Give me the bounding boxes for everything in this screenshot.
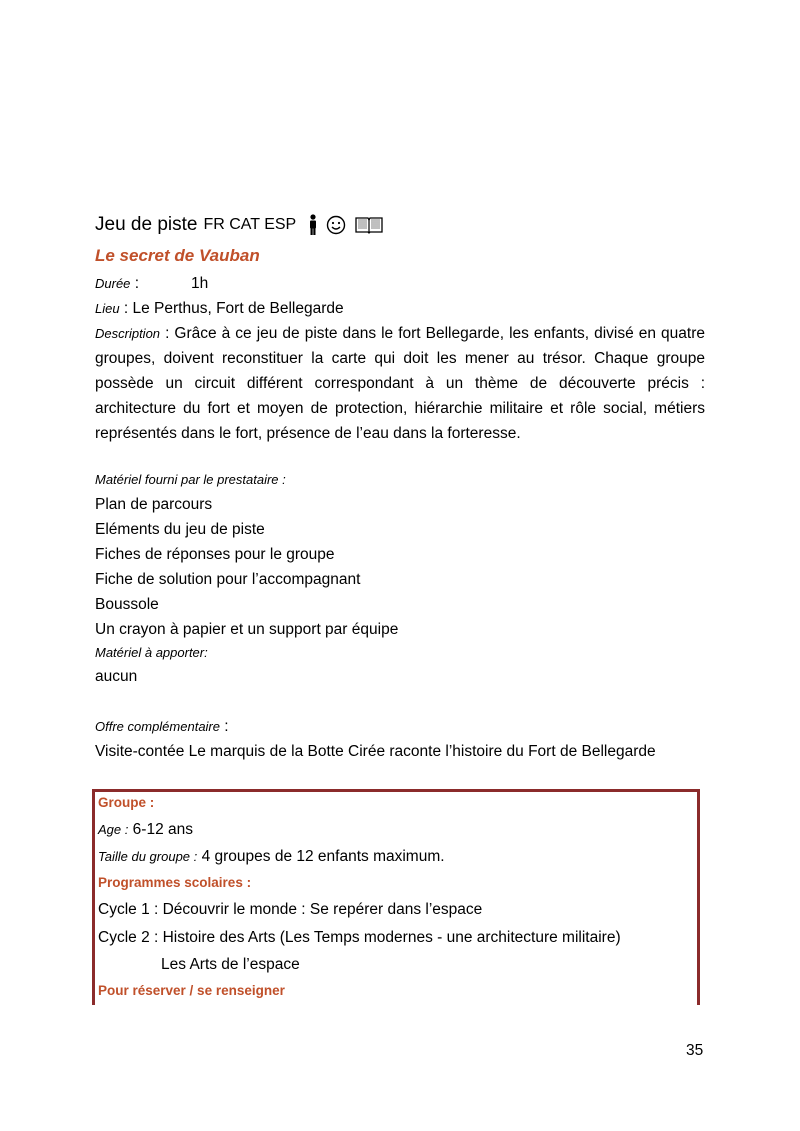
bring-materials-value: aucun xyxy=(95,668,138,685)
group-size-value: 4 groupes de 12 enfants maximum. xyxy=(197,848,445,865)
place-label: Lieu xyxy=(95,301,120,316)
group-heading: Groupe : xyxy=(98,795,155,810)
age-label: Age : xyxy=(98,822,129,837)
activity-name: Le secret de Vauban xyxy=(95,246,260,265)
bring-materials-label: Matériel à apporter: xyxy=(95,645,208,660)
offer-value: Visite-contée Le marquis de la Botte Cirée raconte l’histoire du Fort de Bellegarde xyxy=(95,743,656,760)
duration-value: 1h xyxy=(191,275,209,292)
book-icon xyxy=(354,215,384,235)
description-text: : Grâce à ce jeu de piste dans le fort Bellegarde, les enfants, divisé en quatre groupes, doivent reconstituer la carte qui doit les mener au trésor. Chaque groupe possède un circuit différent correspondant à un thème de découverte précis : architecture du fort et moyen de protection, hiérarchie militaire et rôle social, métiers représentés dans le fort, présence de l’eau dans la forteresse. xyxy=(95,325,705,442)
list-item: Plan de parcours xyxy=(95,496,213,513)
audience-icons xyxy=(308,214,384,236)
reserve-heading: Pour réserver / se renseigner xyxy=(98,983,285,998)
list-item: Fiches de réponses pour le groupe xyxy=(95,546,335,563)
duration-colon: : xyxy=(130,275,140,292)
group-size-row xyxy=(98,848,445,866)
place-value: : Le Perthus, Fort de Bellegarde xyxy=(123,300,344,317)
description-paragraph xyxy=(95,321,705,446)
smiley-icon xyxy=(326,215,346,235)
list-item: Un crayon à papier et un support par équipe xyxy=(95,621,399,638)
activity-title-line xyxy=(95,214,384,236)
cycle2-continuation: Les Arts de l’espace xyxy=(161,956,300,973)
activity-title: Jeu de piste xyxy=(95,214,198,235)
duration-row xyxy=(95,275,209,293)
group-size-label: Taille du groupe : xyxy=(98,849,198,864)
cycle2-line: Cycle 2 : Histoire des Arts (Les Temps modernes - une architecture militaire) xyxy=(98,929,621,946)
offer-label: Offre complémentaire xyxy=(95,719,220,734)
person-icon xyxy=(308,214,318,236)
place-row xyxy=(95,300,344,318)
cycle1-line: Cycle 1 : Découvrir le monde : Se repérer dans l’espace xyxy=(98,901,483,918)
provided-materials-label: Matériel fourni par le prestataire : xyxy=(95,472,286,487)
list-item: Fiche de solution pour l’accompagnant xyxy=(95,571,361,588)
offer-label-suffix: : xyxy=(220,718,229,735)
offer-label-row xyxy=(95,718,229,736)
list-item: Boussole xyxy=(95,596,159,613)
programs-heading: Programmes scolaires : xyxy=(98,875,252,890)
age-row xyxy=(98,821,193,839)
age-value: 6-12 ans xyxy=(128,821,193,838)
description-label: Description xyxy=(95,326,161,341)
page-number: 35 xyxy=(686,1042,704,1059)
list-item: Eléments du jeu de piste xyxy=(95,521,265,538)
activity-languages: FR CAT ESP xyxy=(203,216,297,233)
duration-label: Durée xyxy=(95,276,131,291)
